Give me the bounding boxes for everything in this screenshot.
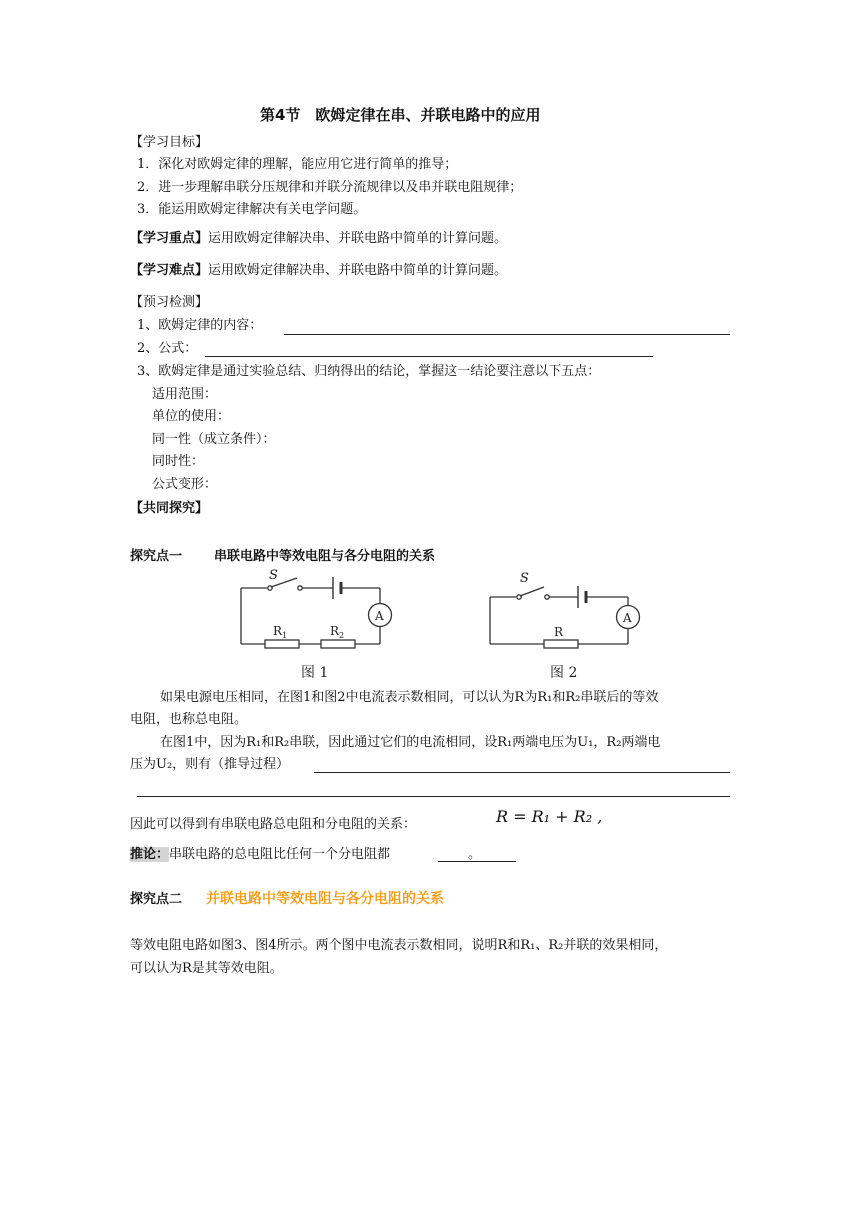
explore-heading: 【共同探究】 <box>130 501 209 516</box>
conclusion-text: 因此可以得到有串联电路总电阻和分电阻的关系： <box>130 817 417 832</box>
point-units: 单位的使用： <box>152 409 231 424</box>
focus-line <box>130 230 507 248</box>
para1-line1: 如果电源电压相同，在图1和图2中电流表示数相同，可以认为R为R₁和R₂串联后的等效 <box>160 690 659 705</box>
objective-3: 3．能运用欧姆定律解决有关电学问题。 <box>137 202 367 217</box>
point1-title: 串联电路中等效电阻与各分电阻的关系 <box>214 549 436 564</box>
fig1-ammeter-label: A <box>375 609 384 623</box>
focus-label: 【学习重点】 <box>130 231 209 246</box>
fig2-switch-label: S <box>520 571 529 586</box>
inference-line <box>130 846 481 864</box>
fig2-ammeter-label: A <box>623 611 632 625</box>
figure-1-series-circuit <box>225 565 425 687</box>
objective-2: 2．进一步理解串联分压规律和并联分流规律以及串并联电阻规律； <box>137 180 523 195</box>
point-scope: 适用范围： <box>152 387 218 402</box>
point2-title: 并联电路中等效电阻与各分电阻的关系 <box>206 891 444 907</box>
para2-line2: 压为U₂，则有（推导过程） <box>130 757 290 772</box>
fig2-r-label: R <box>554 625 564 639</box>
fig1-caption: 图 1 <box>301 665 329 681</box>
inference-blank[interactable] <box>438 861 516 862</box>
fig2-caption: 图 2 <box>550 665 578 681</box>
fig1-switch-label: S <box>269 568 278 583</box>
inference-text: 串联电路的总电阻比任何一个分电阻都 <box>169 847 391 862</box>
answer-blank-q1[interactable] <box>284 334 730 335</box>
derivation-blank-2[interactable] <box>137 796 730 797</box>
page-title: 第4节 欧姆定律在串、并联电路中的应用 <box>260 106 541 124</box>
objectives-heading: 【学习目标】 <box>130 135 209 150</box>
difficulty-text: 运用欧姆定律解决串、并联电路中简单的计算问题。 <box>208 263 508 278</box>
point2-para-line2: 可以认为R是其等效电阻。 <box>130 961 283 976</box>
derivation-blank-1[interactable] <box>314 772 730 773</box>
series-formula: R = R₁ + R₂ , <box>496 807 603 826</box>
figure-2-equivalent-circuit <box>474 565 664 687</box>
fig1-r2-letter: R <box>330 624 340 638</box>
fig1-r1-letter: R <box>273 624 283 638</box>
difficulty-label: 【学习难点】 <box>130 263 209 278</box>
fig1-r1-label <box>273 624 287 640</box>
objective-1: 1．深化对欧姆定律的理解，能应用它进行简单的推导； <box>137 157 458 172</box>
difficulty-line <box>130 262 507 280</box>
para2-line1: 在图1中，因为R₁和R₂串联，因此通过它们的电流相同，设R₁两端电压为U₁，R₂两端电 <box>160 735 661 750</box>
answer-blank-q2[interactable] <box>205 356 653 357</box>
preview-heading: 【预习检测】 <box>130 295 209 310</box>
focus-text: 运用欧姆定律解决串、并联电路中简单的计算问题。 <box>208 231 508 246</box>
point1-label: 探究点一 <box>130 549 183 564</box>
para1-line2: 电阻，也称总电阻。 <box>130 712 248 727</box>
preview-q2: 2、公式： <box>137 341 198 356</box>
point-identity: 同一性（成立条件）： <box>152 432 276 447</box>
fig1-r2-label <box>330 624 344 640</box>
fig1-r1-sub: 1 <box>282 631 288 640</box>
inference-label: 推论： <box>130 847 170 862</box>
point2-label: 探究点二 <box>130 892 183 907</box>
preview-q1: 1、欧姆定律的内容： <box>137 318 263 333</box>
preview-q3: 3、欧姆定律是通过实验总结、归纳得出的结论，掌握这一结论要注意以下五点： <box>137 364 601 379</box>
inference-end: 。 <box>468 847 482 862</box>
point-transform: 公式变形： <box>152 477 218 492</box>
fig1-r2-sub: 2 <box>339 631 345 640</box>
point2-para-line1: 等效电阻电路如图3、图4所示。两个图中电流表示数相同，说明R和R₁、R₂并联的效果相同， <box>130 938 668 953</box>
point-simultaneity: 同时性： <box>152 454 205 469</box>
